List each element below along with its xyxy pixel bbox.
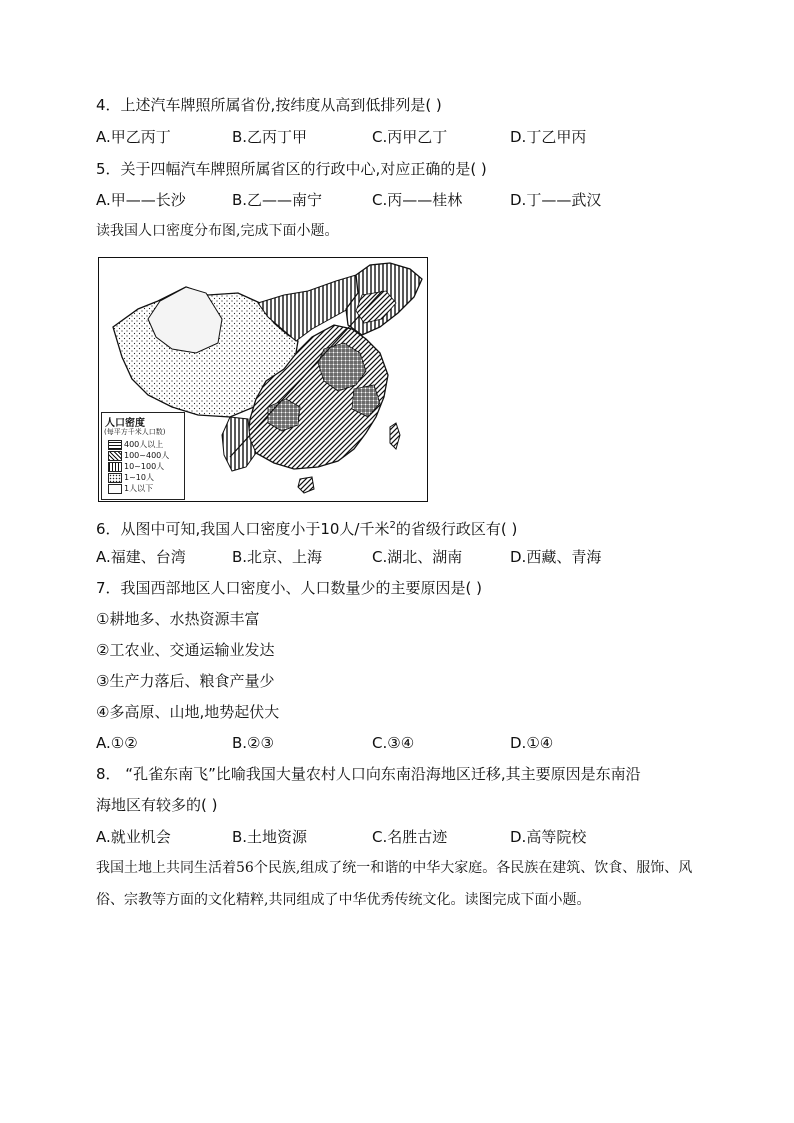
question-7-stem: 7．我国西部地区人口密度小、人口数量少的主要原因是( ) [96,579,483,597]
option-c[interactable]: C.名胜古迹 [372,828,448,846]
question-6-options [96,547,716,567]
option-b[interactable]: B.北京、上海 [232,548,323,566]
option-a[interactable]: A.甲乙丙丁 [96,128,171,146]
question-4-stem: 4．上述汽车牌照所属省份,按纬度从高到低排列是( ) [96,96,442,114]
question-5-stem: 5．关于四幅汽车牌照所属省区的行政中心,对应正确的是( ) [96,160,487,178]
dense-swatch-icon [108,440,122,450]
option-c[interactable]: C.丙甲乙丁 [372,128,448,146]
legend-item: 400人以上 [108,439,163,450]
question-5-options [96,190,716,210]
question-7-item: ④多高原、山地,地势起伏大 [96,703,280,721]
question-7-item: ①耕地多、水热资源丰富 [96,610,260,628]
map-legend [101,412,185,500]
option-b[interactable]: B.乙丙丁甲 [232,128,308,146]
question-7-item: ③生产力落后、粮食产量少 [96,672,275,690]
legend-item: 10~100人 [108,461,164,472]
option-a[interactable]: A.①② [96,734,138,752]
vertical-swatch-icon [108,462,122,472]
question-7-item: ②工农业、交通运输业发达 [96,641,275,659]
ethnic-groups-intro: 我国土地上共同生活着56个民族,组成了统一和谐的中华大家庭。各民族在建筑、饮食、服饰、风俗、宗教等方面的文化精粹,共同组成了中华优秀传统文化。读图完成下面小题。 [96,860,693,908]
option-a[interactable]: A.就业机会 [96,828,171,846]
option-b[interactable]: B.土地资源 [232,828,308,846]
legend-item: 1人以下 [108,483,153,494]
diagonal-swatch-icon [108,451,122,461]
map-intro-text: 读我国人口密度分布图,完成下面小题。 [96,223,339,239]
question-6-stem: 6．从图中可知,我国人口密度小于10人/千米$^2$的省级行政区有( ) [96,520,518,538]
option-c[interactable]: C.③④ [372,734,415,752]
legend-item: 100~400人 [108,450,169,461]
dotted-swatch-icon [108,473,122,483]
option-d[interactable]: D.丁乙甲丙 [510,128,587,146]
option-d[interactable]: D.高等院校 [510,828,587,846]
option-b[interactable]: B.②③ [232,734,274,752]
option-c[interactable]: C.丙——桂林 [372,191,463,209]
option-d[interactable]: D.丁——武汉 [510,191,602,209]
question-7-options [96,733,716,753]
legend-item: 1~10人 [108,472,154,483]
legend-title: 人口密度 [105,418,145,429]
blank-swatch-icon [108,484,122,494]
question-8-stem-line1: 8． “孔雀东南飞”比喻我国大量农村人口向东南沿海地区迁移,其主要原因是东南沿 [96,765,641,783]
legend-subtitle: (每平方千米人口数) [104,428,166,436]
question-4-options [96,127,716,147]
option-b[interactable]: B.乙——南宁 [232,191,323,209]
question-8-options [96,827,716,847]
question-8-stem-line2: 海地区有较多的( ) [96,796,218,814]
option-a[interactable]: A.福建、台湾 [96,548,186,566]
option-c[interactable]: C.湖北、湖南 [372,548,463,566]
option-a[interactable]: A.甲——长沙 [96,191,186,209]
option-d[interactable]: D.①④ [510,734,554,752]
option-d[interactable]: D.西藏、青海 [510,548,602,566]
